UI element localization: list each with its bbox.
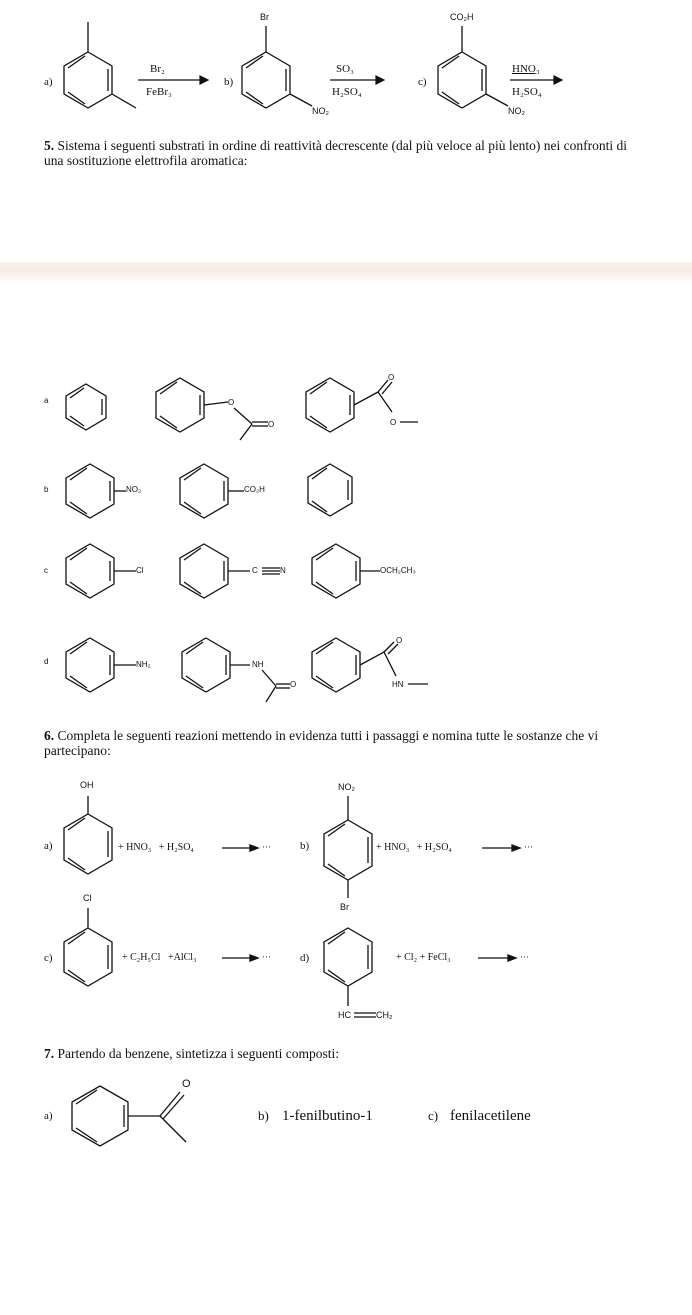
arrow-3	[510, 76, 562, 84]
amide-top-o: O	[396, 636, 403, 645]
q6-c-reagents: + C₂H₅Cl +AlCl₃	[122, 952, 197, 963]
cl-label: Cl	[136, 566, 144, 575]
ring-a2	[156, 378, 268, 440]
co2h-substituent: CO₂H	[450, 12, 474, 22]
ring-b1	[66, 464, 126, 518]
nh2-label: NH₂	[136, 660, 151, 669]
q6-number: 6.	[44, 728, 55, 743]
arrow1-bottom: FeBr₃	[146, 86, 172, 98]
q7-label-c: c)	[428, 1108, 439, 1123]
q5-row-c: c	[44, 566, 48, 575]
q7-label-a: a)	[44, 1110, 53, 1122]
benzene-ring-c	[438, 26, 508, 108]
arrow-6d	[478, 955, 516, 961]
q6-label-b: b)	[300, 840, 310, 852]
q7-o-label: O	[182, 1078, 191, 1090]
carbonyl-o: O	[268, 420, 275, 429]
arrow-6b	[482, 845, 520, 851]
q6-label-a: a)	[44, 840, 53, 852]
arrow-6c	[222, 955, 258, 961]
q7-text: Partendo da benzene, sintetizza i seguenti composti:	[57, 1046, 340, 1061]
ring-6d	[324, 928, 376, 1017]
question-5	[44, 138, 644, 168]
ring-6a	[64, 796, 112, 874]
q5-row-d: d	[44, 657, 49, 666]
arrow-6a	[222, 845, 258, 851]
q6-text: Completa le seguenti reazioni mettendo in evidenza tutti i passaggi e nomina tutte le sostanze che vi partecipano:	[44, 728, 599, 758]
q7-b-text: 1-fenilbutino-1	[282, 1108, 373, 1124]
q5-molecules	[0, 340, 692, 710]
ring-c3	[312, 544, 380, 598]
label-c: c)	[418, 76, 427, 88]
ch2-label: CH₂	[376, 1010, 393, 1020]
ring-d1	[66, 638, 136, 692]
ethoxy-label: OCH₂CH₃	[380, 566, 416, 575]
ring-6b	[324, 796, 372, 898]
arrow-2	[330, 76, 384, 84]
q5-row-b: b	[44, 485, 49, 494]
ring-a3	[306, 378, 418, 432]
ring-6c	[64, 908, 112, 986]
ester-o: O	[228, 398, 235, 407]
no2-label: NO₂	[126, 485, 142, 494]
methylester-top-o: O	[388, 373, 395, 382]
ring-c1	[66, 544, 136, 598]
benzene-ring-a	[64, 22, 136, 108]
q7-number: 7.	[44, 1046, 55, 1061]
label-a: a)	[44, 76, 53, 88]
arrow2-bottom: H₂SO₄	[332, 86, 362, 98]
arrow3-bottom: H₂SO₄	[512, 86, 542, 98]
ring-b2	[180, 464, 244, 518]
cl-6c: Cl	[83, 893, 92, 903]
q6-d-dots: ···	[520, 952, 529, 962]
ring-d3	[312, 638, 428, 692]
arrow3-top: HNO₃	[512, 63, 540, 75]
co2h-label: CO₂H	[244, 485, 265, 494]
ring-b3	[308, 464, 352, 516]
q5-row-a: a	[44, 396, 49, 405]
q6-d-reagents: + Cl₂ + FeCl₃	[396, 952, 451, 963]
hn-label: HN	[392, 680, 404, 689]
nitrile-n: N	[280, 566, 286, 575]
nh-label: NH	[252, 660, 264, 669]
q6-label-d: d)	[300, 952, 310, 964]
nitrile-c: C	[252, 566, 258, 575]
ring-c2	[180, 544, 280, 598]
ring-a1	[66, 384, 106, 430]
question-6	[44, 728, 664, 758]
page-separator	[0, 262, 692, 284]
arrow2-top: SO₃	[336, 63, 354, 75]
no2-b: NO₂	[312, 106, 329, 116]
oh-label: OH	[80, 780, 94, 790]
q7-c-text: fenilacetilene	[450, 1108, 531, 1124]
q6-a-dots: ···	[262, 842, 271, 852]
q5-number: 5.	[44, 138, 55, 153]
q6-b-reagents: + HNO₃ + H₂SO₄	[376, 842, 452, 853]
no2-6b: NO₂	[338, 782, 355, 792]
q6-label-c: c)	[44, 952, 53, 964]
q6-a-reagents: + HNO₃ + H₂SO₄	[118, 842, 194, 853]
question-7	[44, 1046, 664, 1061]
q5-text: Sistema i seguenti substrati in ordine di reattività decrescente (dal più veloce al più lento) nei confronti di una sostituzione elettrofila aromatica:	[44, 138, 627, 168]
q6-c-dots: ···	[262, 952, 271, 962]
benzene-ring-b	[242, 26, 312, 108]
br-6b: Br	[340, 902, 349, 912]
ring-d2	[182, 638, 290, 702]
q6-b-dots: ···	[524, 842, 533, 852]
hc-label: HC	[338, 1010, 351, 1020]
acetophenone	[72, 1086, 186, 1146]
no2-c: NO₂	[508, 106, 525, 116]
label-b: b)	[224, 76, 234, 88]
q7-label-b: b)	[258, 1108, 269, 1123]
amide-o: O	[290, 680, 297, 689]
methylester-o: O	[390, 418, 397, 427]
arrow-1	[138, 76, 208, 84]
br-substituent: Br	[260, 12, 269, 22]
arrow1-top: Br₂	[150, 63, 165, 75]
